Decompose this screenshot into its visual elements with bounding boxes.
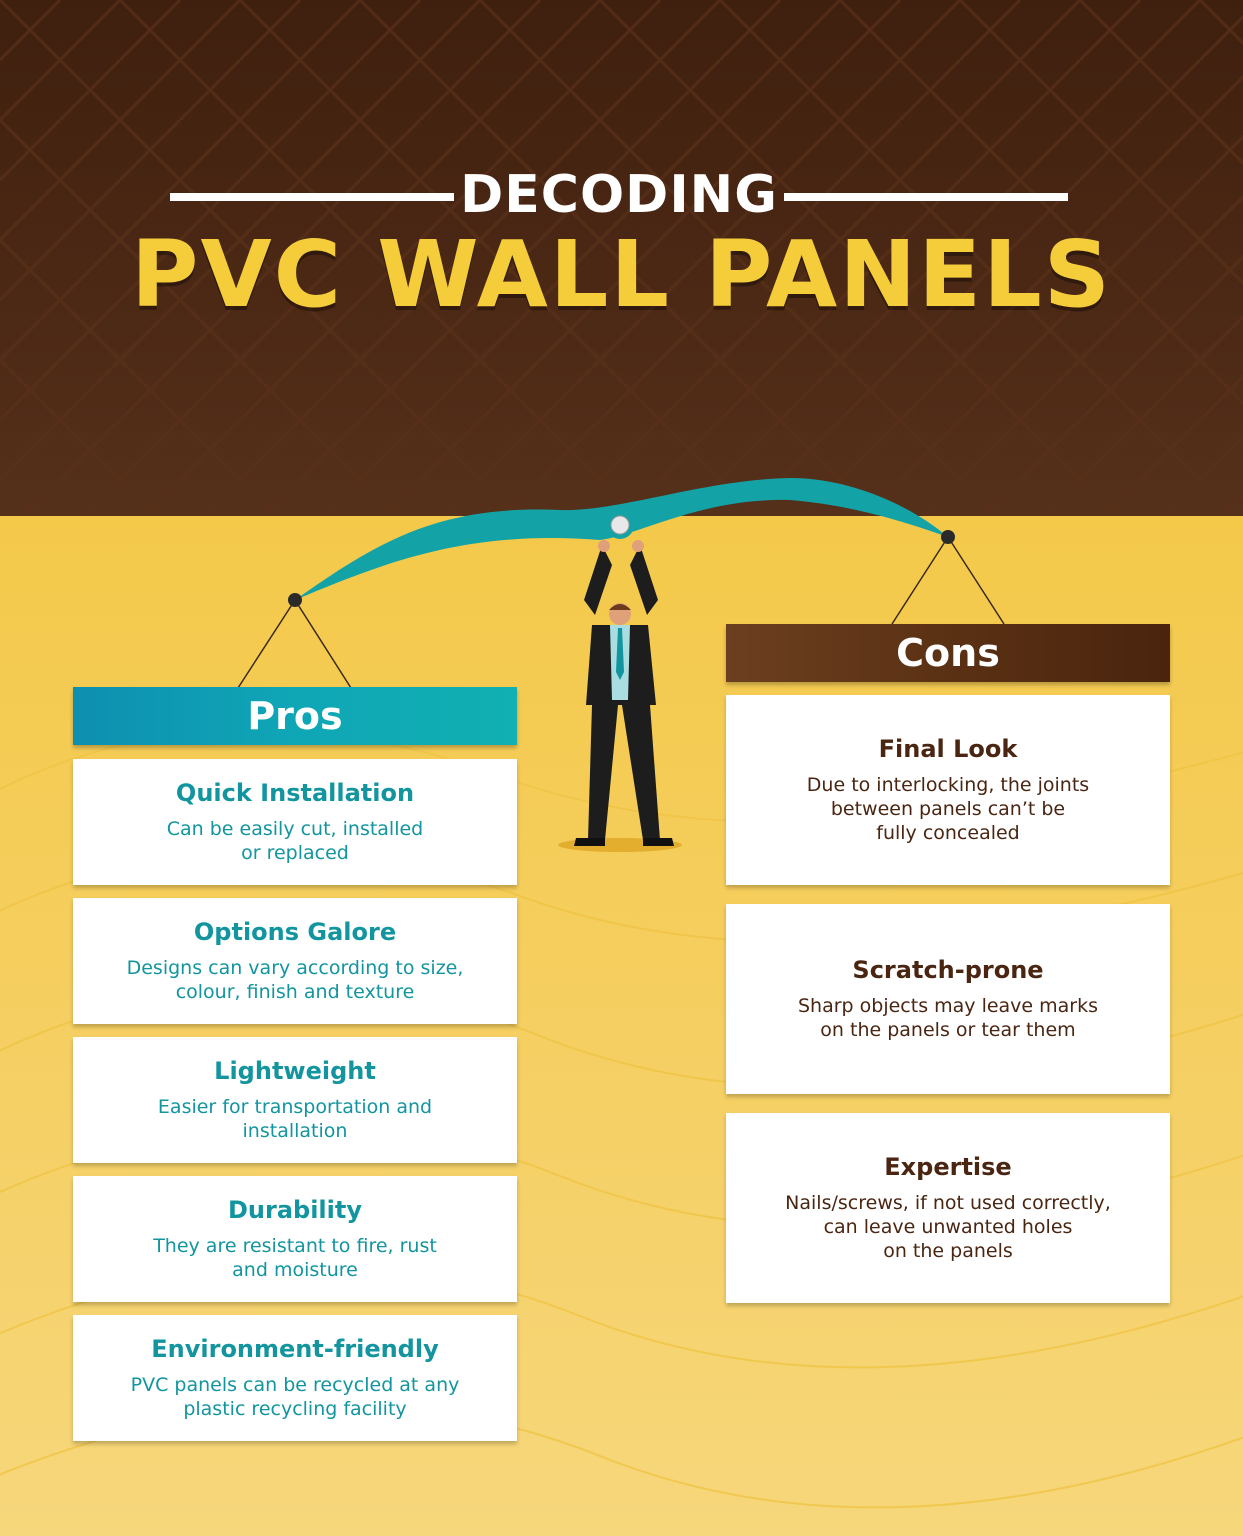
pro-text: Designs can vary according to size, colour, finish and texture — [126, 957, 464, 1003]
pro-title: Lightweight — [214, 1057, 376, 1085]
left-string — [295, 600, 351, 688]
left-pivot-icon — [288, 593, 302, 607]
right-string — [948, 537, 1004, 624]
pro-card-lightweight — [73, 1037, 517, 1163]
pro-card-options-galore — [73, 898, 517, 1024]
pro-card-durability — [73, 1176, 517, 1302]
con-title: Final Look — [878, 735, 1018, 763]
pro-card-quick-installation — [73, 759, 517, 885]
con-title: Scratch-prone — [852, 956, 1044, 984]
pro-text: Can be easily cut, installed or replaced — [166, 818, 424, 864]
center-bolt-icon — [611, 516, 629, 534]
pro-title: Durability — [227, 1196, 362, 1224]
pros-heading: Pros — [73, 687, 517, 745]
pro-text: They are resistant to fire, rust and moisture — [153, 1235, 437, 1281]
con-card-final-look — [726, 695, 1170, 885]
con-title: Expertise — [884, 1153, 1012, 1181]
con-card-scratch-prone — [726, 904, 1170, 1094]
page-title: PVC WALL PANELS — [131, 221, 1112, 328]
right-string — [892, 537, 948, 624]
con-text: Due to interlocking, the joints between panels can’t be fully concealed — [806, 774, 1090, 844]
pro-text: Easier for transportation and installation — [157, 1096, 433, 1142]
pro-title: Options Galore — [193, 918, 397, 946]
right-pivot-icon — [941, 530, 955, 544]
con-text: Sharp objects may leave marks on the panels or tear them — [797, 995, 1099, 1041]
cons-heading: Cons — [726, 624, 1170, 682]
pro-text: PVC panels can be recycled at any plastic recycling facility — [130, 1374, 460, 1420]
balance-beam-icon — [295, 478, 948, 600]
kicker-text: DECODING — [460, 165, 778, 225]
con-text: Nails/screws, if not used correctly, can leave unwanted holes on the panels — [785, 1192, 1111, 1262]
left-string — [238, 600, 295, 688]
pro-title: Quick Installation — [175, 779, 415, 807]
con-card-expertise — [726, 1113, 1170, 1303]
pro-card-environment-friendly — [73, 1315, 517, 1441]
pro-title: Environment-friendly — [151, 1335, 439, 1363]
businessman-icon — [558, 540, 682, 852]
